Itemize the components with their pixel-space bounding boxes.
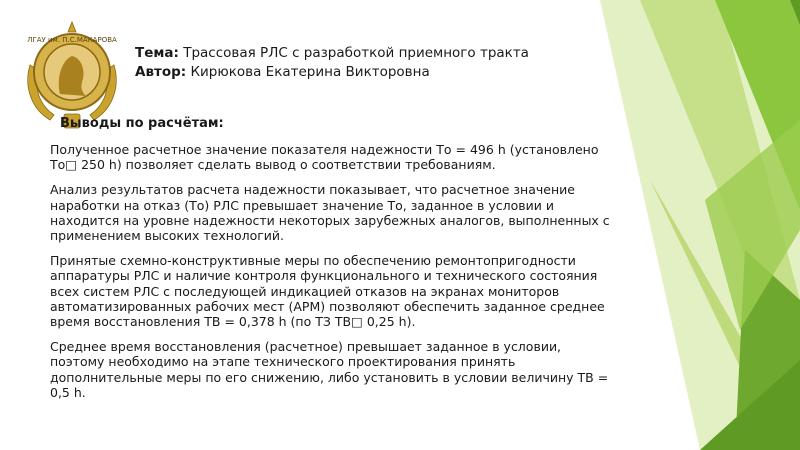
author-label: Автор:	[135, 64, 187, 80]
topic-label: Тема:	[135, 45, 179, 61]
slide-header	[135, 44, 529, 82]
paragraph: Полученное расчетное значение показателя надежности То = 496 h (установлено То□ 250 h) позволяет сделать вывод о соответствии требованиям.	[50, 142, 599, 173]
author-line	[135, 63, 529, 82]
paragraph: Среднее время восстановления (расчетное) превышает заданное в условии, поэтому необходимо на этапе технического проектирования принять дополнительные меры по его снижению, либо установить в условии величину ТВ = 0,5 h.	[50, 339, 609, 400]
paragraph: Принятые схемно-конструктивные меры по обеспечению ремонтопригодности аппаратуры РЛС и наличие контроля функционального и технического состояния всех систем РЛС с последующей индикацией отказов на экранах мониторов автоматизированных рабочих мест (АРМ) позволяют обеспечить заданное среднее время восстановления ТВ = 0,378 h (по ТЗ ТВ□ 0,25 h).	[50, 253, 605, 330]
emblem-text: ЛГАУ им. П.С.МАКАРОВА	[27, 36, 117, 44]
topic-value: Трассовая РЛС с разработкой приемного тракта	[183, 45, 529, 61]
conclusions-title: Выводы по расчётам:	[60, 116, 224, 131]
conclusions-body	[50, 142, 615, 410]
paragraph: Анализ результатов расчета надежности показывает, что расчетное значение наработки на отказ (То) РЛС превышает значение То, заданное в условии и находится на уровне надежности некоторых зарубежных аналогов, выполненных с применением высоких технологий.	[50, 182, 610, 244]
author-value: Кирюкова Екатерина Викторовна	[190, 64, 430, 80]
topic-line	[135, 44, 529, 63]
